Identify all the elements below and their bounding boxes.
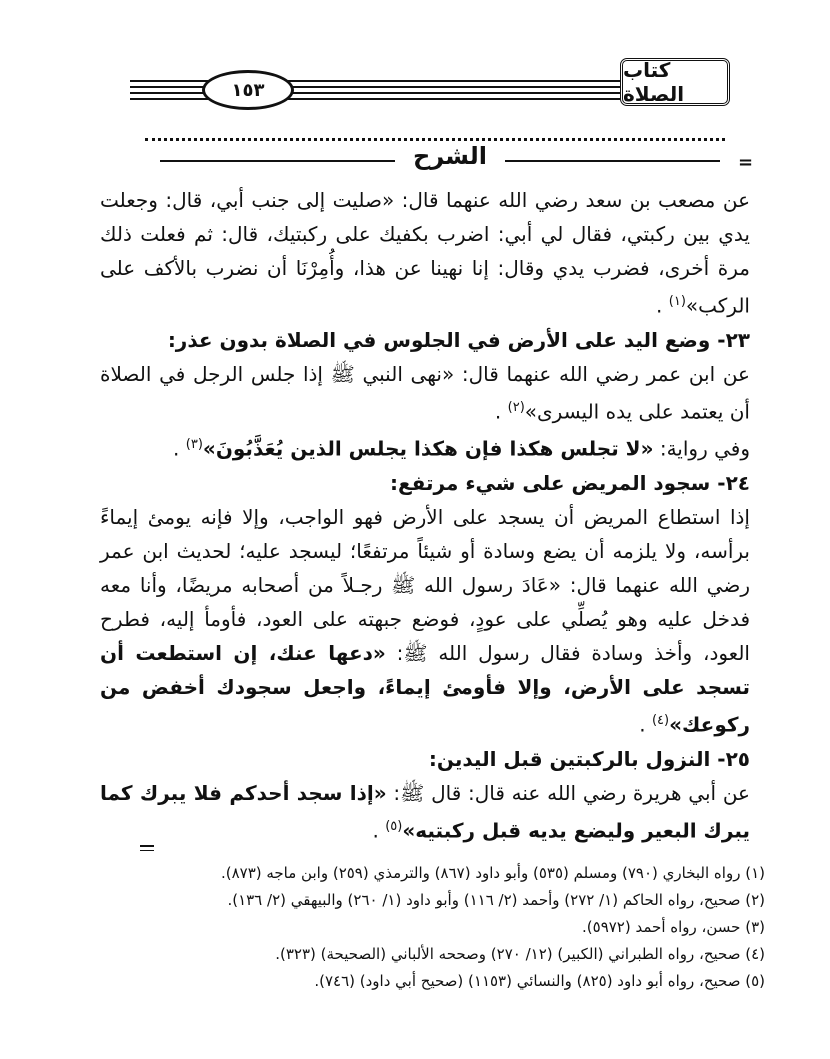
heading-line-right <box>505 160 720 162</box>
footnote-ref-4: (٤) <box>651 712 670 728</box>
heading-23: ٢٣- وضع اليد على الأرض في الجلوس في الصلاة بدون عذر: <box>167 327 750 352</box>
paragraph-4: إذا استطاع المريض أن يسجد على الأرض فهو الواجب، وإلا فإنه يومئ إيماءً برأسه، ولا يلزمه أن يضع وسادة أو شيئاً مرتفعًا؛ ليسجد عليه؛ لحديث ابن عمر رضي الله عنهما قال: «عَادَ رسول الله ﷺ رجـلاً من أصحابه مريضًا، وأنا معه فدخل عليه وهو يُصلِّي على عودٍ، فوضع جبهته على العود، فأومأ إليه، فطرح العود، وأخذ وسادة فقال رسول الله ﷺ: «دعها عنك، إن استطعت أن تسجد على الأرض، وإلا فأومئ إيماءً، واجعل سجودك أخفض من ركوعك»$^{(٤)}$ . <box>100 504 750 737</box>
footnote-1: (١) رواه البخاري (٧٩٠) ومسلم (٥٣٥) وأبو داود (٨٦٧) والترمذي (٢٥٩) وابن ماجه (٨٧٣). <box>220 864 765 882</box>
paragraph-1: عن مصعب بن سعد رضي الله عنهما قال: «صليت إلى جنب أبي، قال: وجعلت يدي بين ركبتي، فقال لي أبي: اضرب بكفيك على ركبتيك، قال: ثم فعلت ذلك مرة أخرى، فضرب يدي وقال: إنا نهينا عن هذا، وأُمِرْنَا أن نضرب بالأكف على الركب»$^{(١)}$ . <box>100 188 750 318</box>
paragraph-5: عن أبي هريرة رضي الله عنه قال: قال ﷺ: «إذا سجد أحدكم فلا يبرك كما يبرك البعير وليضع يديه قبل ركبتيه»$^{(٥)}$ . <box>100 780 750 843</box>
footnote-ref-1: (١) <box>668 294 686 309</box>
footnote-separator <box>140 845 154 853</box>
footnotes <box>100 860 765 995</box>
footnote-ref-3: (٣) <box>185 437 203 453</box>
footnote-ref-5: (٥) <box>385 818 403 834</box>
footnote-2: (٢) صحيح، رواه الحاكم (١/ ٢٧٢) وأحمد (٢/ ١١٦) وأبو داود (١/ ٢٦٠) والبيهقي (٢/ ١٣٦). <box>227 891 765 909</box>
footnote-3: (٣) حسن، رواه أحمد (٥٩٧٢). <box>582 918 765 936</box>
footnote-4: (٤) صحيح، رواه الطبراني (الكبير) (١٢/ ٢٧٠) وصححه الألباني (الصحيحة) (٣٢٣). <box>275 945 765 963</box>
book-title: كتاب الصلاة <box>620 58 730 106</box>
paragraph-3: وفي رواية: «لا تجلس هكذا فإن هكذا يجلس الذين يُعَذَّبُونَ»$^{(٣)}$ . <box>173 436 750 461</box>
footnote-ref-2: (٢) <box>507 399 525 415</box>
heading-24: ٢٤- سجود المريض على شيء مرتفع: <box>389 470 750 495</box>
paragraph-2: عن ابن عمر رضي الله عنهما قال: «نهى النبي ﷺ إذا جلس الرجل في الصلاة أن يعتمد على يده اليسرى»$^{(٢)}$ . <box>100 361 750 424</box>
footnote-5: (٥) صحيح، رواه أبو داود (٨٢٥) والنسائي (١١٥٣) (صحيح أبي داود) (٧٤٦). <box>314 972 765 990</box>
main-text <box>100 183 750 847</box>
dotted-separator <box>145 138 725 141</box>
equal-mark: = <box>738 152 754 173</box>
heading-line-left <box>160 160 395 162</box>
section-title: الشرح <box>413 142 487 170</box>
page-number: ١٥٣ <box>202 70 294 110</box>
heading-25: ٢٥- النزول بالركبتين قبل اليدين: <box>428 746 750 771</box>
